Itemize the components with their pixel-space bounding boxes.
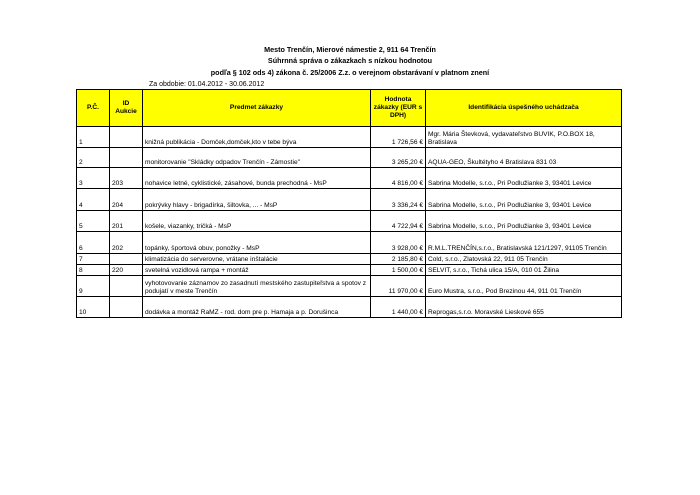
cell-id [110, 297, 143, 318]
table-row [77, 276, 622, 297]
cell-subject: dodávka a montáž RaMZ - rod. dom pre p. Hamaja a p. Dorušinca [143, 297, 371, 318]
cell-supplier: Sabrina Modelle, s.r.o., Pri Podlužianke 3, 93401 Levice [426, 189, 622, 211]
cell-value: 4 722,94 € [371, 211, 426, 232]
table-row [77, 168, 622, 189]
cell-supplier: Euro Mustra, s.r.o., Pod Brezinou 44, 911 01 Trenčín [426, 276, 622, 297]
cell-id [110, 148, 143, 168]
table-row [77, 127, 622, 148]
cell-id: 220 [110, 265, 143, 276]
cell-value: 1 726,56 € [371, 127, 426, 148]
header-id: ID Aukcie [110, 90, 143, 127]
cell-supplier: R.M.L.TRENČÍN,s.r.o., Bratislavská 121/1297, 91105 Trenčín [426, 232, 622, 254]
cell-pc: 4 [77, 189, 110, 211]
cell-id [110, 127, 143, 148]
document-title-line3: podľa § 102 ods 4) zákona č. 25/2006 Z.z. o verejnom obstarávaní v platnom znení [210, 68, 490, 77]
cell-subject: vyhotovovanie záznamov zo zasadnutí mestského zastupiteľstva a spotov z podujatí v meste Trenčín [143, 276, 371, 297]
cell-supplier: Cold, s.r.o., Zlatovská 22, 911 05 Trenčín [426, 254, 622, 265]
cell-value: 1 440,00 € [371, 297, 426, 318]
report-period: Za obdobie: 01.04.2012 - 30.06.2012 [149, 81, 265, 88]
table-row [77, 265, 622, 276]
cell-id: 201 [110, 211, 143, 232]
cell-value: 3 265,20 € [371, 148, 426, 168]
cell-id [110, 276, 143, 297]
document-title-line1: Mesto Trenčín, Mierové námestie 2, 911 64 Trenčín [264, 45, 436, 54]
cell-value: 2 185,80 € [371, 254, 426, 265]
cell-subject: nohavice letné, cyklistické, zásahové, bunda prechodná - MsP [143, 168, 371, 189]
cell-subject: monitorovanie "Skládky odpadov Trenčín - Zámostie" [143, 148, 371, 168]
cell-id [110, 254, 143, 265]
cell-supplier: AQUA-GEO, Škultétyho 4 Bratislava 831 03 [426, 148, 622, 168]
table-header-row [77, 90, 622, 127]
table-row [77, 297, 622, 318]
cell-supplier: Sabrina Modelle, s.r.o., Pri Podlužianke 3, 93401 Levice [426, 168, 622, 189]
table-row [77, 211, 622, 232]
cell-pc: 5 [77, 211, 110, 232]
cell-subject: svetelná vozidlová rampa + montáž [143, 265, 371, 276]
cell-value: 3 928,00 € [371, 232, 426, 254]
cell-pc: 3 [77, 168, 110, 189]
cell-supplier: Sabrina Modelle, s.r.o., Pri Podlužianke 3, 93401 Levice [426, 211, 622, 232]
cell-id: 202 [110, 232, 143, 254]
cell-subject: pokrývky hlavy - brigadírka, šiltovka, ... - MsP [143, 189, 371, 211]
cell-value: 11 970,00 € [371, 276, 426, 297]
cell-value: 3 336,24 € [371, 189, 426, 211]
header-value: Hodnota zákazky (EUR s DPH) [371, 90, 426, 127]
table-row [77, 148, 622, 168]
cell-id: 204 [110, 189, 143, 211]
cell-pc: 2 [77, 148, 110, 168]
header-pc: P.Č. [77, 90, 110, 127]
cell-value: 4 816,00 € [371, 168, 426, 189]
contracts-table [76, 89, 622, 318]
document-title-line2: Súhrnná správa o zákazkach s nízkou hodnotou [267, 56, 433, 65]
cell-subject: klimatizácia do serverovne, vrátane inštalácie [143, 254, 371, 265]
cell-value: 1 500,00 € [371, 265, 426, 276]
cell-subject: košele, viazanky, tričká - MsP [143, 211, 371, 232]
table-row [77, 232, 622, 254]
cell-subject: knižná publikácia - Domček,domček,kto v tebe býva [143, 127, 371, 148]
table-row [77, 189, 622, 211]
cell-pc: 9 [77, 276, 110, 297]
cell-supplier: SELVIT, s.r.o., Tichá ulica 15/A, 010 01 Žilina [426, 265, 622, 276]
cell-pc: 6 [77, 232, 110, 254]
cell-pc: 7 [77, 254, 110, 265]
cell-pc: 10 [77, 297, 110, 318]
cell-id: 203 [110, 168, 143, 189]
cell-supplier: Mgr. Mária Števková, vydavateľstvo BUVIK, P.O.BOX 18, Bratislava [426, 127, 622, 148]
header-supplier: Identifikácia úspešného uchádzača [426, 90, 622, 127]
cell-pc: 1 [77, 127, 110, 148]
header-subject: Predmet zákazky [143, 90, 371, 127]
cell-subject: topánky, športová obuv, ponožky - MsP [143, 232, 371, 254]
cell-pc: 8 [77, 265, 110, 276]
cell-supplier: Reprogas,s.r.o. Moravské Lieskové 655 [426, 297, 622, 318]
table-row [77, 254, 622, 265]
